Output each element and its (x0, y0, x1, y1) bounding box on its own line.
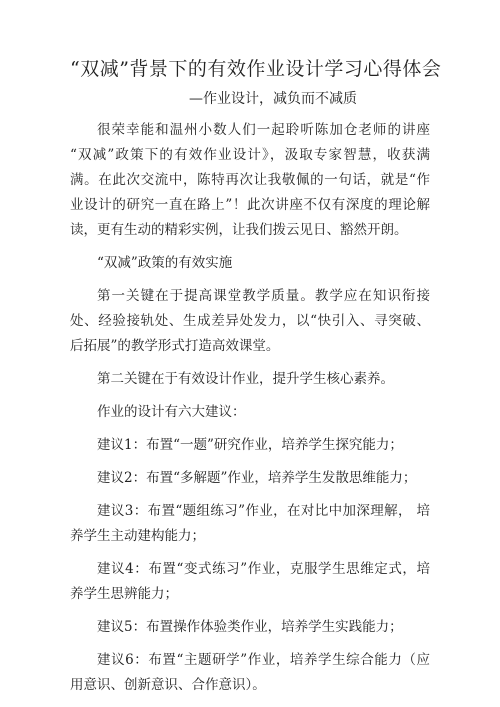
body-paragraph: 作业的设计有六大建议： (97, 404, 246, 420)
body-paragraph: 第一关键在于提高课堂教学质量。教学应在知识衔接 处、经验接轨处、生成差异处发力，以“快引入、寻突破、 后拓展”的教学形式打造高效课堂。 (70, 288, 430, 354)
suggestion-item: 建议1：布置“一题”研究作业，培养学生探究能力； (97, 437, 403, 453)
body-paragraph: 第二关键在于有效设计作业，提升学生核心素养。 (97, 371, 394, 387)
suggestion-item: 建议5：布置操作体验类作业，培养学生实践能力； (97, 619, 403, 635)
intro-paragraph: 很荣幸能和温州小数人们一起聆听陈加仓老师的讲座 “双减”政策下的有效作业设计》，汲取专家智慧，收获满 满。在此次交流中，陈特再次让我敬佩的一句话，就是“作 业设计的研究一直在路上”！此次讲座不仅有深度的理论解 读，更有生动的精彩实例，让我们拨云见日、豁然开朗。 (70, 122, 430, 238)
suggestion-item: 建议3：布置“题组练习”作业，在对比中加深理解， 培养学生主动建构能力； (70, 503, 430, 544)
document-title: “双减”背景下的有效作业设计学习心得体会 (70, 58, 442, 80)
suggestion-item: 建议6：布置“主题研学”作业，培养学生综合能力（应 用意识、创新意识、合作意识）。 (70, 652, 430, 693)
section-heading: “双减”政策的有效实施 (97, 255, 233, 271)
document-subtitle: —作业设计，减负而不减质 (189, 91, 357, 107)
suggestion-item: 建议4：布置“变式练习”作业，克服学生思维定式，培 养学生思辨能力； (70, 561, 430, 602)
suggestion-item: 建议2：布置“多解题”作业，培养学生发散思维能力； (97, 470, 417, 486)
